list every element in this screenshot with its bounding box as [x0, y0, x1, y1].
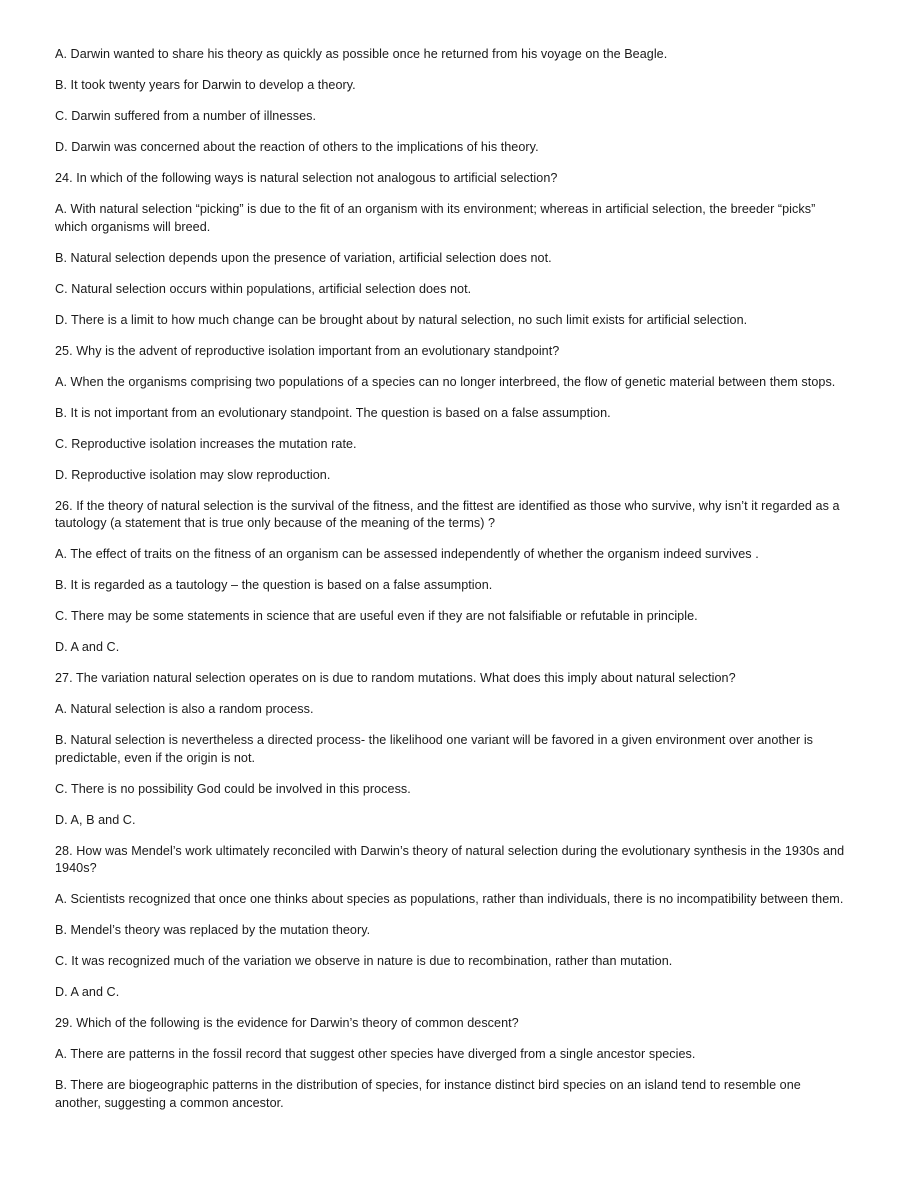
answer-option-c-q26: C. There may be some statements in science that are useful even if they are not falsifiable or refutable in principle. — [55, 609, 698, 623]
answer-option-a-q26: A. The effect of traits on the fitness of an organism can be assessed independently of whether the organism indeed survives . — [55, 547, 759, 561]
answer-option-a-q27: A. Natural selection is also a random process. — [55, 702, 314, 716]
answer-option-a-q23: A. Darwin wanted to share his theory as quickly as possible once he returned from his voyage on the Beagle. — [55, 47, 668, 61]
answer-option-d-q25: D. Reproductive isolation may slow reproduction. — [55, 467, 331, 482]
answer-option-b-q28: B. Mendel’s theory was replaced by the mutation theory. — [55, 923, 371, 937]
question-28: 28. How was Mendel’s work ultimately reconciled with Darwin’s theory of natural selection during the evolutionary synthesis in the 1930s and 1940s? — [55, 843, 845, 875]
answer-option-b-q26: B. It is regarded as a tautology – the question is based on a false assumption. — [55, 578, 493, 592]
answer-option-d-q24: D. There is a limit to how much change can be brought about by natural selection, no such limit exists for artificial selection. — [55, 312, 748, 327]
answer-option-b-q27: B. Natural selection is nevertheless a directed process- the likelihood one variant will be favored in a given environment over another is predictable, even if the origin is not. — [55, 733, 814, 765]
question-24: 24. In which of the following ways is natural selection not analogous to artificial selection? — [55, 171, 558, 185]
answer-option-d-q23: D. Darwin was concerned about the reaction of others to the implications of his theory. — [55, 140, 539, 154]
answer-option-c-q25: C. Reproductive isolation increases the mutation rate. — [55, 436, 357, 451]
answer-option-b-q29: B. There are biogeographic patterns in the distribution of species, for instance distinct bird species on an island tend to resemble one another, suggesting a common ancestor. — [55, 1078, 801, 1110]
answer-option-a-q25: A. When the organisms comprising two populations of a species can no longer interbreed, the flow of genetic material between them stops. — [55, 374, 836, 389]
answer-option-c-q27: C. There is no possibility God could be involved in this process. — [55, 781, 411, 796]
answer-option-b-q23: B. It took twenty years for Darwin to develop a theory. — [55, 78, 356, 92]
answer-option-a-q28: A. Scientists recognized that once one thinks about species as populations, rather than individuals, there is no incompatibility between them. — [55, 892, 844, 906]
question-25: 25. Why is the advent of reproductive isolation important from an evolutionary standpoint? — [55, 343, 560, 358]
answer-option-a-q24: A. With natural selection “picking” is due to the fit of an organism with its environment; whereas in artificial selection, the breeder “picks” which organisms will breed. — [55, 202, 816, 234]
answer-option-c-q24: C. Natural selection occurs within populations, artificial selection does not. — [55, 281, 472, 296]
answer-option-d-q27: D. A, B and C. — [55, 812, 136, 827]
answer-option-b-q24: B. Natural selection depends upon the presence of variation, artificial selection does not. — [55, 250, 552, 265]
question-27: 27. The variation natural selection operates on is due to random mutations. What does this imply about natural selection? — [55, 671, 736, 685]
question-26: 26. If the theory of natural selection is the survival of the fitness, and the fittest are identified as those who survive, why isn’t it regarded as a tautology (a statement that is true only because of the meaning of the terms) ? — [55, 498, 840, 530]
answer-option-b-q25: B. It is not important from an evolutionary standpoint. The question is based on a false assumption. — [55, 405, 611, 420]
answer-option-a-q29: A. There are patterns in the fossil record that suggest other species have diverged from a single ancestor species. — [55, 1047, 696, 1061]
answer-option-c-q23: C. Darwin suffered from a number of illnesses. — [55, 109, 317, 123]
answer-option-d-q28: D. A and C. — [55, 985, 120, 999]
document-page — [55, 46, 845, 1126]
question-29: 29. Which of the following is the evidence for Darwin’s theory of common descent? — [55, 1016, 519, 1030]
answer-option-d-q26: D. A and C. — [55, 640, 120, 654]
answer-option-c-q28: C. It was recognized much of the variation we observe in nature is due to recombination, rather than mutation. — [55, 954, 673, 968]
